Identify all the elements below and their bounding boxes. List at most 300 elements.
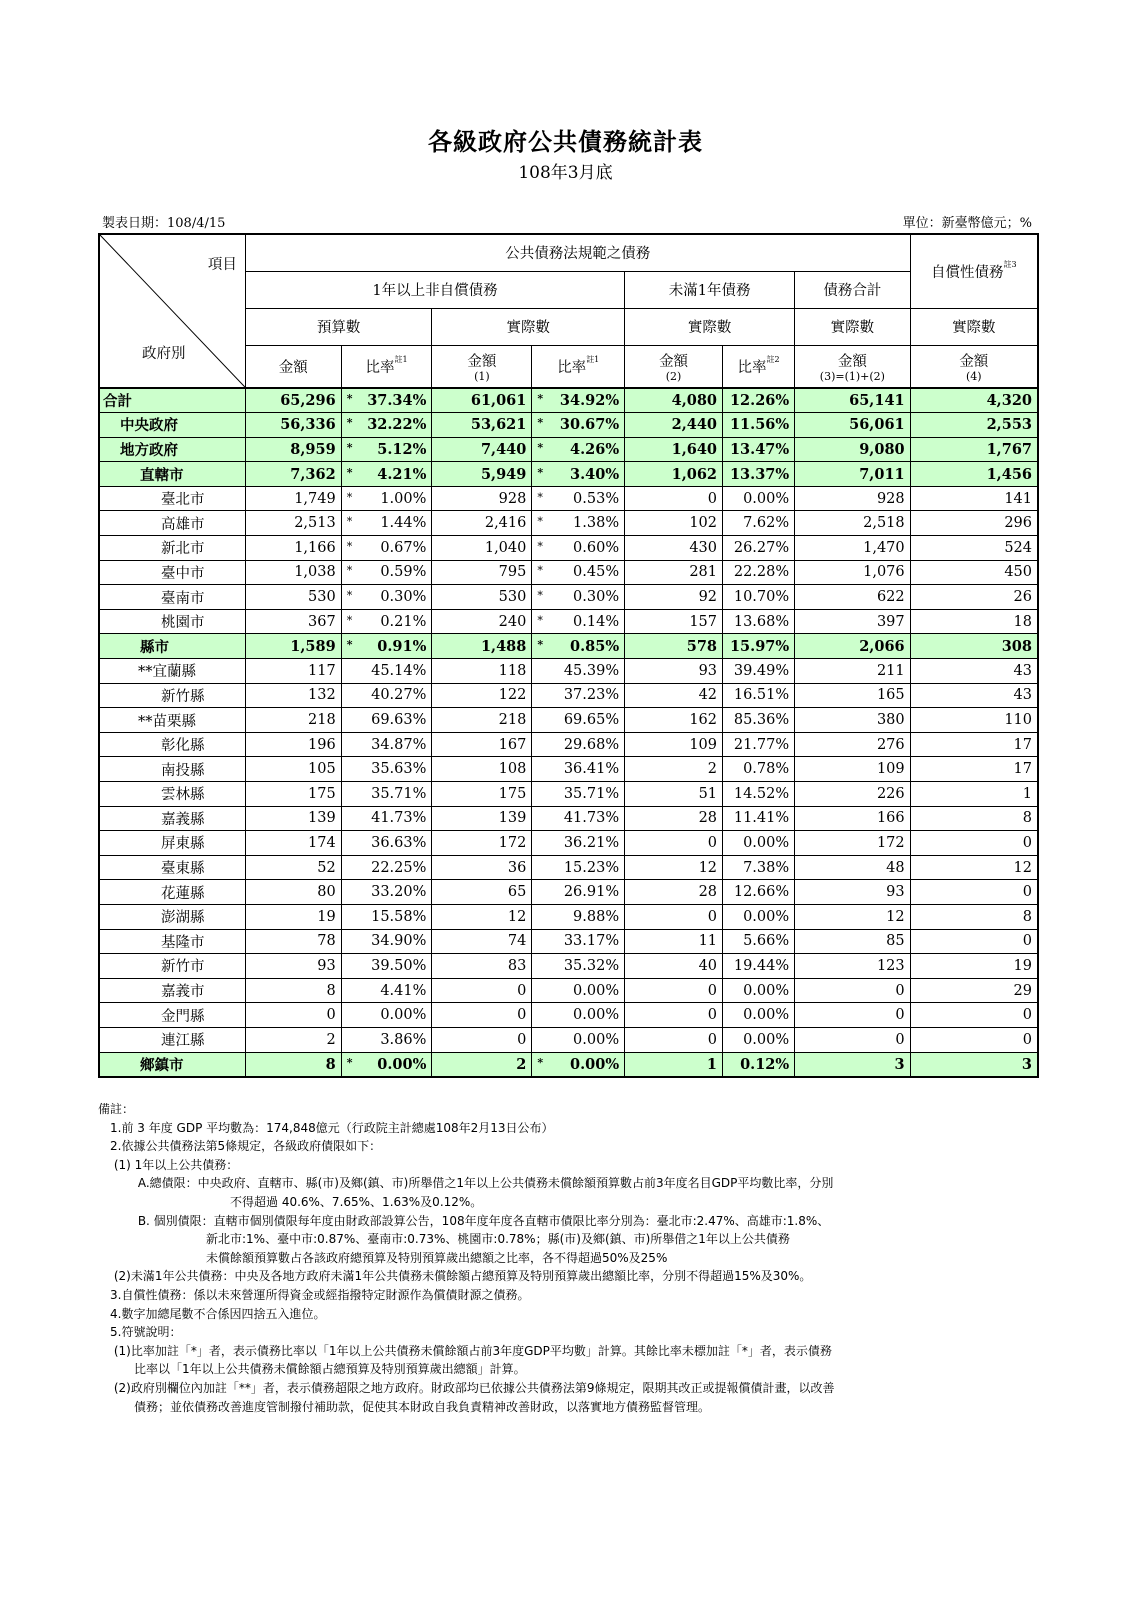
short-ratio: 26.27% [723, 536, 795, 561]
note-line: (2)政府別欄位內加註「**」者，表示債務超限之地方政府。財政部均已依據公共債務法第9條規定，限期其改正或提報償債計畫，以改善 [98, 1380, 835, 1395]
table-row [99, 732, 1038, 757]
budget-ratio: 41.73% [341, 806, 432, 831]
header-ratio: 比率$^{註1}$ [341, 345, 432, 388]
budget-amount: 93 [245, 954, 341, 979]
actual-amount: 139 [432, 806, 532, 831]
short-amount: 28 [625, 806, 723, 831]
budget-amount: 175 [245, 782, 341, 807]
gov-name: 南投縣 [99, 757, 245, 782]
budget-ratio: * 32.22% [341, 413, 432, 438]
short-amount: 93 [625, 659, 723, 684]
header-budget: 預算數 [245, 308, 432, 345]
total-amount: 928 [795, 486, 910, 511]
self-debt-amount: 18 [910, 609, 1038, 634]
short-ratio: 15.97% [723, 634, 795, 659]
note-line: A.總債限：中央政府、直轄市、縣(市)及鄉(鎮、市)所舉借之1年以上公共債務未償餘額預算數占前3年度名目GDP平均數比率，分別 [98, 1176, 834, 1191]
self-debt-amount: 0 [910, 831, 1038, 856]
total-amount: 2,066 [795, 634, 910, 659]
short-amount: 4,080 [625, 388, 723, 413]
actual-ratio: 69.65% [532, 708, 625, 733]
actual-amount: 1,040 [432, 536, 532, 561]
short-ratio: 10.70% [723, 585, 795, 610]
note-line: 備註： [98, 1102, 135, 1116]
budget-ratio: 35.71% [341, 782, 432, 807]
actual-ratio: * 0.00% [532, 1052, 625, 1077]
debt-table-body [99, 388, 1038, 1077]
table-row [99, 757, 1038, 782]
actual-ratio: 26.91% [532, 880, 625, 905]
table-row [99, 462, 1038, 487]
short-amount: 51 [625, 782, 723, 807]
self-debt-amount: 4,320 [910, 388, 1038, 413]
short-ratio: 0.00% [723, 904, 795, 929]
actual-ratio: 35.32% [532, 954, 625, 979]
budget-amount: 56,336 [245, 413, 341, 438]
total-amount: 1,470 [795, 536, 910, 561]
table-row [99, 904, 1038, 929]
total-amount: 109 [795, 757, 910, 782]
short-amount: 40 [625, 954, 723, 979]
short-ratio: 0.00% [723, 978, 795, 1003]
actual-amount: 61,061 [432, 388, 532, 413]
total-amount: 48 [795, 855, 910, 880]
actual-ratio: * 0.45% [532, 560, 625, 585]
total-amount: 276 [795, 732, 910, 757]
short-amount: 430 [625, 536, 723, 561]
self-debt-amount: 1 [910, 782, 1038, 807]
table-row [99, 929, 1038, 954]
actual-amount: 12 [432, 904, 532, 929]
actual-amount: 53,621 [432, 413, 532, 438]
short-amount: 0 [625, 831, 723, 856]
gov-name: 雲林縣 [99, 782, 245, 807]
short-amount: 2,440 [625, 413, 723, 438]
gov-name: 屏東縣 [99, 831, 245, 856]
self-debt-amount: 8 [910, 904, 1038, 929]
total-amount: 7,011 [795, 462, 910, 487]
self-debt-amount: 3 [910, 1052, 1038, 1077]
table-row [99, 560, 1038, 585]
total-amount: 226 [795, 782, 910, 807]
budget-amount: 80 [245, 880, 341, 905]
gov-name: 新竹市 [99, 954, 245, 979]
actual-amount: 0 [432, 1027, 532, 1052]
header-amount: 金額 [245, 345, 341, 388]
actual-amount: 2,416 [432, 511, 532, 536]
short-ratio: 21.77% [723, 732, 795, 757]
table-row [99, 782, 1038, 807]
budget-ratio: * 0.59% [341, 560, 432, 585]
gov-name: 花蓮縣 [99, 880, 245, 905]
short-amount: 157 [625, 609, 723, 634]
short-amount: 2 [625, 757, 723, 782]
page-title: 各級政府公共債務統計表 [428, 127, 703, 156]
actual-ratio: 36.41% [532, 757, 625, 782]
self-debt-amount: 26 [910, 585, 1038, 610]
short-amount: 281 [625, 560, 723, 585]
table-row [99, 880, 1038, 905]
budget-amount: 196 [245, 732, 341, 757]
table-row [99, 659, 1038, 684]
budget-amount: 2 [245, 1027, 341, 1052]
self-debt-amount: 110 [910, 708, 1038, 733]
budget-ratio: * 37.34% [341, 388, 432, 413]
table-row [99, 683, 1038, 708]
total-amount: 56,061 [795, 413, 910, 438]
budget-amount: 65,296 [245, 388, 341, 413]
header-actual-short: 實際數 [625, 308, 795, 345]
gov-name: 彰化縣 [99, 732, 245, 757]
actual-ratio: * 0.14% [532, 609, 625, 634]
header-law-debt: 公共債務法規範之債務 [245, 234, 910, 271]
budget-ratio: 69.63% [341, 708, 432, 733]
total-amount: 622 [795, 585, 910, 610]
budget-amount: 2,513 [245, 511, 341, 536]
short-ratio: 5.66% [723, 929, 795, 954]
table-row [99, 1027, 1038, 1052]
total-amount: 1,076 [795, 560, 910, 585]
self-debt-amount: 308 [910, 634, 1038, 659]
actual-amount: 172 [432, 831, 532, 856]
total-amount: 166 [795, 806, 910, 831]
gov-name: 臺中市 [99, 560, 245, 585]
budget-amount: 1,038 [245, 560, 341, 585]
budget-ratio: * 0.21% [341, 609, 432, 634]
budget-amount: 8 [245, 978, 341, 1003]
header-actual-long: 實際數 [432, 308, 625, 345]
actual-ratio: * 1.38% [532, 511, 625, 536]
budget-ratio: 35.63% [341, 757, 432, 782]
header-item: 項目 [207, 257, 237, 273]
short-ratio: 7.62% [723, 511, 795, 536]
actual-ratio: * 0.60% [532, 536, 625, 561]
gov-name: 澎湖縣 [99, 904, 245, 929]
table-row [99, 1003, 1038, 1028]
actual-ratio: 36.21% [532, 831, 625, 856]
table-row [99, 388, 1038, 413]
budget-ratio: 15.58% [341, 904, 432, 929]
header-amount: 金額 (3)=(1)+(2) [795, 345, 910, 388]
self-debt-amount: 19 [910, 954, 1038, 979]
budget-ratio: 34.90% [341, 929, 432, 954]
actual-ratio: * 0.53% [532, 486, 625, 511]
actual-ratio: 33.17% [532, 929, 625, 954]
short-ratio: 0.78% [723, 757, 795, 782]
budget-amount: 132 [245, 683, 341, 708]
budget-ratio: 22.25% [341, 855, 432, 880]
header-corner [99, 234, 245, 388]
short-amount: 162 [625, 708, 723, 733]
budget-amount: 8,959 [245, 437, 341, 462]
short-amount: 578 [625, 634, 723, 659]
table-row [99, 413, 1038, 438]
short-ratio: 14.52% [723, 782, 795, 807]
total-amount: 12 [795, 904, 910, 929]
header-long-debt: 1年以上非自償債務 [245, 271, 624, 308]
self-debt-amount: 0 [910, 1027, 1038, 1052]
note-line: 3.自償性債務：係以未來營運所得資金或經指撥特定財源作為償債財源之債務。 [98, 1287, 530, 1302]
short-ratio: 85.36% [723, 708, 795, 733]
actual-ratio: 0.00% [532, 978, 625, 1003]
table-row [99, 1052, 1038, 1077]
short-ratio: 13.37% [723, 462, 795, 487]
short-amount: 1,062 [625, 462, 723, 487]
total-amount: 93 [795, 880, 910, 905]
budget-amount: 117 [245, 659, 341, 684]
short-ratio: 12.66% [723, 880, 795, 905]
total-amount: 123 [795, 954, 910, 979]
budget-ratio: * 0.67% [341, 536, 432, 561]
short-ratio: 12.26% [723, 388, 795, 413]
self-debt-amount: 1,767 [910, 437, 1038, 462]
gov-name: 臺東縣 [99, 855, 245, 880]
gov-name: 桃園市 [99, 609, 245, 634]
gov-name: 新竹縣 [99, 683, 245, 708]
budget-ratio: * 1.00% [341, 486, 432, 511]
total-amount: 211 [795, 659, 910, 684]
actual-amount: 118 [432, 659, 532, 684]
table-row [99, 486, 1038, 511]
note-line: 債務；並依債務改善進度管制撥付補助款，促使其本財政自我負責精神改善財政，以落實地方債務監督管理。 [98, 1399, 711, 1414]
self-debt-amount: 2,553 [910, 413, 1038, 438]
short-amount: 0 [625, 1003, 723, 1028]
budget-ratio: 39.50% [341, 954, 432, 979]
gov-name: 基隆市 [99, 929, 245, 954]
budget-amount: 530 [245, 585, 341, 610]
budget-ratio: * 0.30% [341, 585, 432, 610]
short-ratio: 39.49% [723, 659, 795, 684]
total-amount: 0 [795, 1027, 910, 1052]
header-amount: 金額 (4) [910, 345, 1038, 388]
total-amount: 0 [795, 978, 910, 1003]
budget-amount: 1,166 [245, 536, 341, 561]
notes-section [98, 1100, 1018, 1416]
short-amount: 0 [625, 978, 723, 1003]
actual-amount: 928 [432, 486, 532, 511]
self-debt-amount: 0 [910, 1003, 1038, 1028]
self-debt-amount: 43 [910, 659, 1038, 684]
actual-amount: 175 [432, 782, 532, 807]
self-debt-amount: 1,456 [910, 462, 1038, 487]
actual-amount: 5,949 [432, 462, 532, 487]
budget-amount: 8 [245, 1052, 341, 1077]
budget-amount: 78 [245, 929, 341, 954]
short-ratio: 16.51% [723, 683, 795, 708]
gov-name: 合計 [99, 388, 245, 413]
budget-ratio: * 1.44% [341, 511, 432, 536]
actual-amount: 795 [432, 560, 532, 585]
actual-ratio: * 0.30% [532, 585, 625, 610]
short-amount: 12 [625, 855, 723, 880]
actual-amount: 74 [432, 929, 532, 954]
gov-name: 連江縣 [99, 1027, 245, 1052]
total-amount: 165 [795, 683, 910, 708]
short-ratio: 19.44% [723, 954, 795, 979]
short-amount: 42 [625, 683, 723, 708]
budget-ratio: * 0.00% [341, 1052, 432, 1077]
actual-ratio: * 34.92% [532, 388, 625, 413]
gov-name: 中央政府 [99, 413, 245, 438]
actual-amount: 218 [432, 708, 532, 733]
table-row [99, 708, 1038, 733]
actual-amount: 122 [432, 683, 532, 708]
header-self-debt: 自償性債務$^{註3}$ [910, 234, 1038, 308]
short-amount: 1,640 [625, 437, 723, 462]
note-line: 比率以「1年以上公共債務未償餘額占總預算及特別預算歲出總額」計算。 [98, 1362, 526, 1377]
header-actual-self: 實際數 [910, 308, 1038, 345]
note-line: 5.符號說明： [98, 1325, 182, 1340]
short-amount: 0 [625, 486, 723, 511]
actual-ratio: 41.73% [532, 806, 625, 831]
budget-amount: 1,749 [245, 486, 341, 511]
header-amount: 金額 (2) [625, 345, 723, 388]
budget-amount: 218 [245, 708, 341, 733]
budget-ratio: 3.86% [341, 1027, 432, 1052]
budget-ratio: * 4.21% [341, 462, 432, 487]
short-ratio: 13.47% [723, 437, 795, 462]
actual-ratio: 15.23% [532, 855, 625, 880]
header-gov: 政府別 [142, 346, 186, 362]
gov-name: 臺北市 [99, 486, 245, 511]
budget-amount: 105 [245, 757, 341, 782]
header-amount: 金額 (1) [432, 345, 532, 388]
self-debt-amount: 8 [910, 806, 1038, 831]
gov-name: 臺南市 [99, 585, 245, 610]
unit-label: 單位：新臺幣億元；% [902, 216, 1032, 231]
note-line: (1)比率加註「*」者，表示債務比率以「1年以上公共債務未償餘額占前3年度GDP平均數」計算。其餘比率未標加註「*」者，表示債務 [98, 1343, 832, 1358]
table-row [99, 806, 1038, 831]
table-row [99, 855, 1038, 880]
self-debt-amount: 12 [910, 855, 1038, 880]
self-debt-amount: 0 [910, 880, 1038, 905]
budget-ratio: * 0.91% [341, 634, 432, 659]
actual-amount: 240 [432, 609, 532, 634]
page-subtitle: 108年3月底 [518, 163, 613, 183]
note-line: 不得超過 40.6%、7.65%、1.63%及0.12%。 [98, 1194, 483, 1209]
table-row [99, 536, 1038, 561]
short-amount: 0 [625, 904, 723, 929]
actual-ratio: * 30.67% [532, 413, 625, 438]
debt-table [98, 233, 1039, 1078]
gov-name: 新北市 [99, 536, 245, 561]
actual-amount: 0 [432, 978, 532, 1003]
budget-amount: 52 [245, 855, 341, 880]
total-amount: 9,080 [795, 437, 910, 462]
header-ratio: 比率$^{註2}$ [723, 345, 795, 388]
self-debt-amount: 296 [910, 511, 1038, 536]
actual-ratio: 45.39% [532, 659, 625, 684]
self-debt-amount: 0 [910, 929, 1038, 954]
self-debt-amount: 450 [910, 560, 1038, 585]
actual-ratio: 0.00% [532, 1027, 625, 1052]
short-amount: 102 [625, 511, 723, 536]
actual-ratio: 0.00% [532, 1003, 625, 1028]
actual-amount: 7,440 [432, 437, 532, 462]
note-line: B. 個別債限：直轄市個別債限每年度由財政部設算公告，108年度年度各直轄市債限比率分別為：臺北市:2.47%、高雄市:1.8%、 [98, 1213, 830, 1228]
budget-amount: 367 [245, 609, 341, 634]
short-amount: 109 [625, 732, 723, 757]
short-ratio: 0.00% [723, 1027, 795, 1052]
table-row [99, 831, 1038, 856]
budget-ratio: 40.27% [341, 683, 432, 708]
gov-name: 嘉義市 [99, 978, 245, 1003]
budget-amount: 0 [245, 1003, 341, 1028]
note-line: 新北市:1%、臺中市:0.87%、臺南市:0.73%、桃園市:0.78%；縣(市)及鄉(鎮、市)所舉借之1年以上公共債務 [98, 1232, 790, 1247]
actual-ratio: 9.88% [532, 904, 625, 929]
budget-amount: 19 [245, 904, 341, 929]
budget-ratio: 36.63% [341, 831, 432, 856]
gov-name: **苗栗縣 [99, 708, 245, 733]
total-amount: 2,518 [795, 511, 910, 536]
header-total-debt: 債務合計 [795, 271, 910, 308]
short-ratio: 11.41% [723, 806, 795, 831]
table-row [99, 585, 1038, 610]
total-amount: 0 [795, 1003, 910, 1028]
budget-ratio: * 5.12% [341, 437, 432, 462]
total-amount: 3 [795, 1052, 910, 1077]
actual-amount: 65 [432, 880, 532, 905]
gov-name: 縣市 [99, 634, 245, 659]
gov-name: 鄉鎮市 [99, 1052, 245, 1077]
gov-name: 直轄市 [99, 462, 245, 487]
table-row [99, 609, 1038, 634]
actual-amount: 0 [432, 1003, 532, 1028]
gov-name: 金門縣 [99, 1003, 245, 1028]
short-ratio: 13.68% [723, 609, 795, 634]
short-ratio: 0.00% [723, 486, 795, 511]
actual-amount: 83 [432, 954, 532, 979]
total-amount: 65,141 [795, 388, 910, 413]
budget-ratio: 4.41% [341, 978, 432, 1003]
short-ratio: 0.00% [723, 1003, 795, 1028]
note-line: 4.數字加總尾數不合係因四捨五入進位。 [98, 1306, 326, 1321]
actual-amount: 530 [432, 585, 532, 610]
header-ratio: 比率$^{註1}$ [532, 345, 625, 388]
budget-amount: 1,589 [245, 634, 341, 659]
table-row [99, 978, 1038, 1003]
self-debt-amount: 17 [910, 732, 1038, 757]
short-amount: 92 [625, 585, 723, 610]
note-line: 未償餘額預算數占各該政府總預算及特別預算歲出總額之比率，各不得超過50%及25% [98, 1250, 668, 1265]
actual-amount: 108 [432, 757, 532, 782]
actual-amount: 2 [432, 1052, 532, 1077]
total-amount: 172 [795, 831, 910, 856]
short-ratio: 0.00% [723, 831, 795, 856]
total-amount: 380 [795, 708, 910, 733]
total-amount: 397 [795, 609, 910, 634]
actual-ratio: * 4.26% [532, 437, 625, 462]
table-row [99, 634, 1038, 659]
short-ratio: 22.28% [723, 560, 795, 585]
actual-ratio: 35.71% [532, 782, 625, 807]
gov-name: 嘉義縣 [99, 806, 245, 831]
header-short-debt: 未滿1年債務 [625, 271, 795, 308]
note-line: (2)未滿1年公共債務：中央及各地方政府未滿1年公共債務未償餘額占總預算及特別預算歲出總額比率，分別不得超過15%及30%。 [98, 1269, 812, 1284]
note-line: (1) 1年以上公共債務： [98, 1157, 239, 1172]
short-ratio: 0.12% [723, 1052, 795, 1077]
self-debt-amount: 29 [910, 978, 1038, 1003]
table-row [99, 511, 1038, 536]
budget-amount: 174 [245, 831, 341, 856]
budget-ratio: 0.00% [341, 1003, 432, 1028]
actual-amount: 167 [432, 732, 532, 757]
self-debt-amount: 141 [910, 486, 1038, 511]
short-ratio: 11.56% [723, 413, 795, 438]
actual-ratio: 29.68% [532, 732, 625, 757]
actual-ratio: * 3.40% [532, 462, 625, 487]
short-amount: 1 [625, 1052, 723, 1077]
self-debt-amount: 524 [910, 536, 1038, 561]
